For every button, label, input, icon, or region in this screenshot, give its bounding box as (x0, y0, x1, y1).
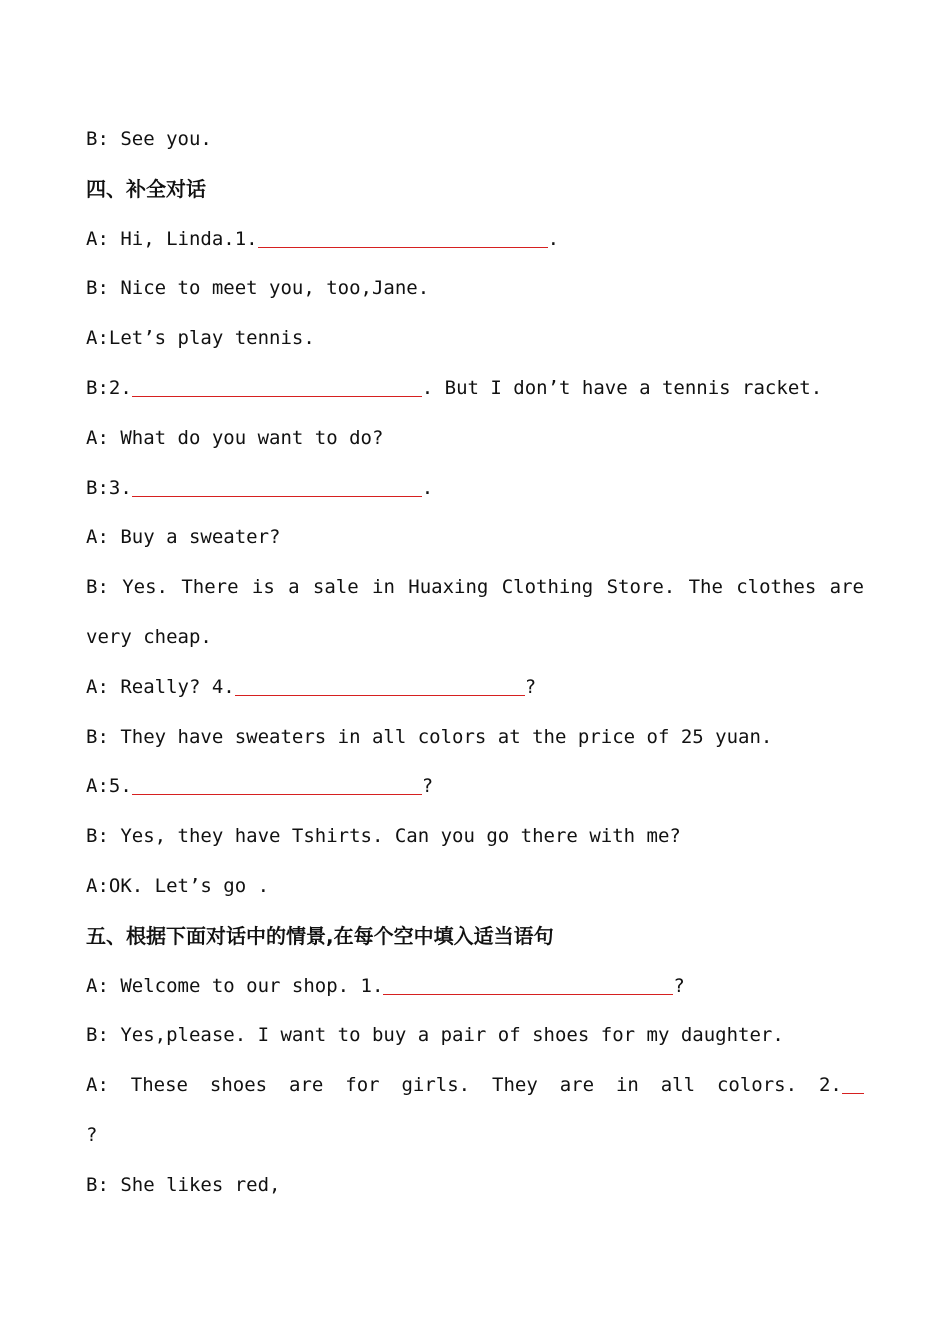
dialogue-line: A:Let’s play tennis. (86, 327, 315, 350)
line-text: . But I don’t have a tennis racket. (421, 376, 823, 399)
word: for (345, 1074, 380, 1097)
line-text: A: Really? 4. (86, 675, 235, 698)
section-heading-5: 五、根据下面对话中的情景,在每个空中填入适当语句 (86, 923, 554, 948)
word: colors. (716, 1074, 798, 1097)
line-text: B:3. (86, 476, 132, 499)
line-text: A:5. (86, 775, 132, 798)
word: all (660, 1074, 696, 1097)
worksheet-page (86, 115, 864, 1211)
word: A: (86, 1074, 109, 1097)
dialogue-line: ? (86, 1123, 98, 1146)
dialogue-line-blank-3 (86, 464, 864, 514)
line-text: A: Hi, Linda.1. (86, 227, 258, 250)
word: shoes (209, 1074, 268, 1097)
line-text: . (547, 227, 560, 250)
line-text: A: Welcome to our shop. 1. (86, 974, 384, 997)
dialogue-line: B: She likes red, (86, 1173, 281, 1196)
dialogue-line: A: Buy a sweater? (86, 526, 281, 549)
section-heading-4: 四、补全对话 (86, 176, 206, 201)
dialogue-line-blank-1 (86, 215, 864, 265)
line-text: B:2. (86, 376, 132, 399)
dialogue-line-blank-s5-1 (86, 962, 864, 1012)
word: 2. (818, 1074, 842, 1097)
answer-blank-s5-2[interactable] (842, 1072, 864, 1094)
dialogue-line-justified (86, 1061, 864, 1111)
word: in (615, 1074, 639, 1097)
line-text: . (421, 476, 434, 499)
answer-blank-3[interactable] (132, 475, 422, 497)
word: girls. (401, 1074, 471, 1097)
dialogue-line: B: Yes. There is a sale in Huaxing Clothing Store. The clothes are (86, 576, 864, 599)
line-text: ? (421, 775, 434, 798)
word: These (130, 1074, 188, 1097)
dialogue-line: B: They have sweaters in all colors at the price of 25 yuan. (86, 725, 773, 748)
answer-blank-2[interactable] (132, 375, 422, 397)
dialogue-line: B: See you. (86, 128, 212, 150)
dialogue-line: B: Nice to meet you, too,Jane. (86, 277, 430, 300)
dialogue-line-blank-4 (86, 663, 864, 713)
dialogue-line: A:OK. Let’s go . (86, 874, 270, 897)
answer-blank-5[interactable] (132, 773, 422, 795)
dialogue-line: A: What do you want to do? (86, 426, 384, 449)
word: are (289, 1074, 324, 1097)
dialogue-line: B: Yes, they have Tshirts. Can you go there with me? (86, 825, 681, 848)
dialogue-line-blank-2 (86, 364, 864, 414)
word: They (492, 1074, 538, 1097)
dialogue-line: B: Yes,please. I want to buy a pair of shoes for my daughter. (86, 1024, 784, 1047)
dialogue-line: very cheap. (86, 625, 212, 648)
dialogue-line-blank-5 (86, 762, 864, 812)
answer-blank-4[interactable] (235, 674, 525, 696)
answer-blank-s5-1[interactable] (383, 973, 673, 995)
line-text: ? (673, 974, 685, 997)
answer-blank-1[interactable] (258, 226, 548, 248)
word: are (559, 1074, 595, 1097)
word-with-blank (819, 1061, 864, 1111)
line-text: ? (524, 675, 537, 698)
